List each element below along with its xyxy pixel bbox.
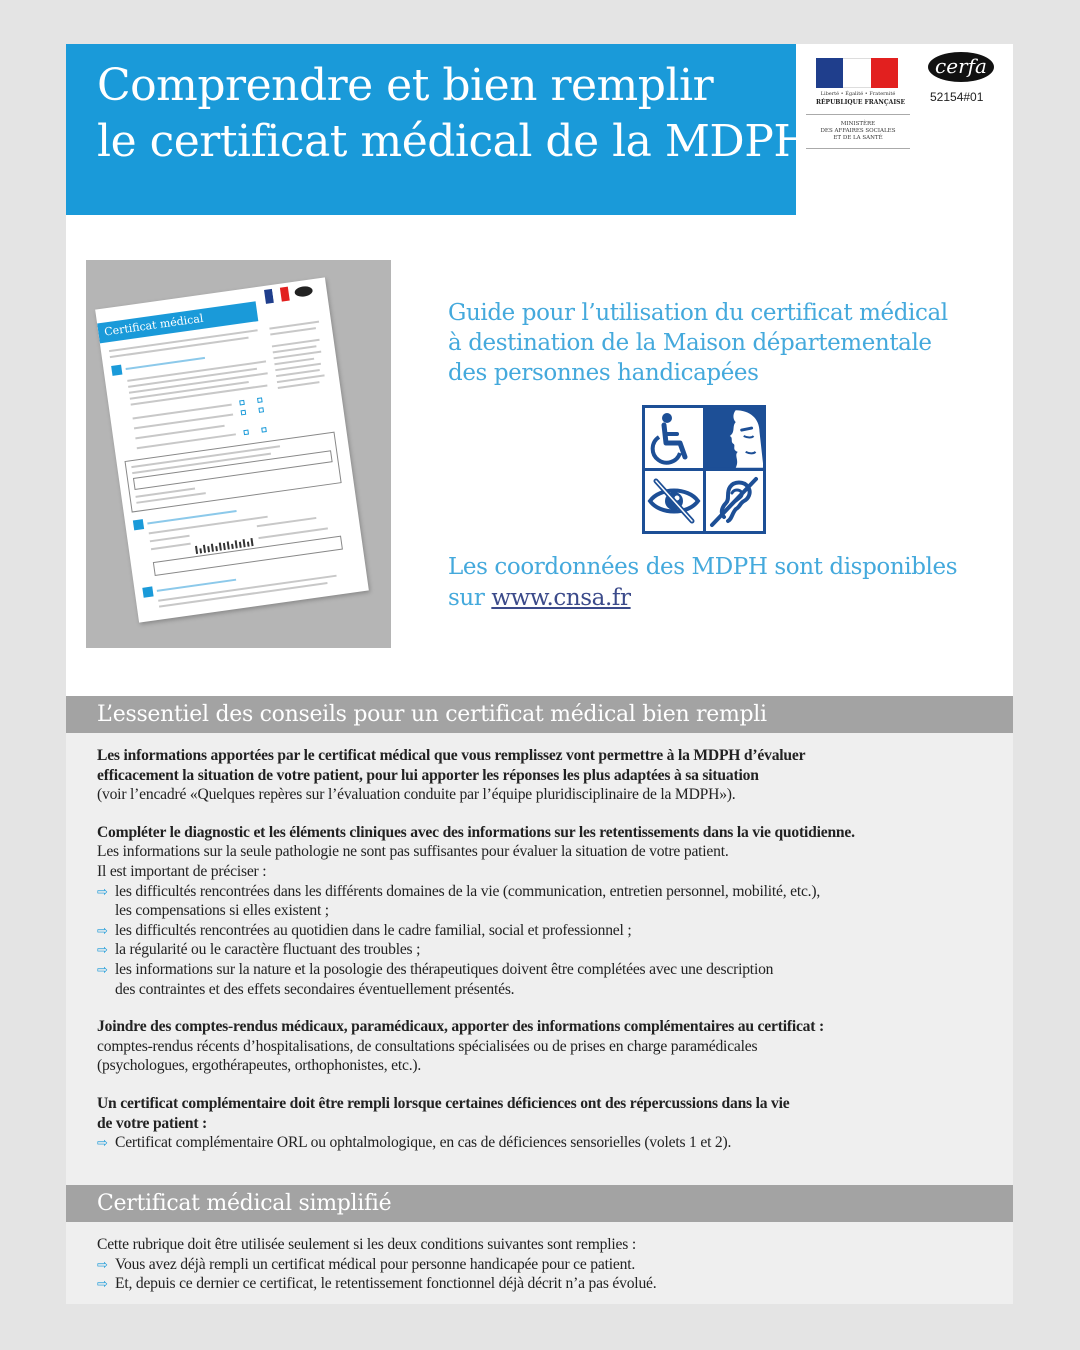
contacts-line-1: Les coordonnées des MDPH sont disponibles [448, 554, 958, 580]
simplified-intro: Cette rubrique doit être utilisée seulement si les deux conditions suivantes sont remplies : [97, 1236, 636, 1253]
simplified-bullet-1-line: Vous avez déjà rempli un certificat médical pour personne handicapée pour ce patient. [115, 1255, 636, 1273]
p2-bullet-3-line-1: la régularité ou le caractère fluctuant des troubles ; [115, 941, 421, 959]
p4-bullet [97, 1133, 1013, 1153]
form-thumbnail [86, 260, 391, 648]
p3-line-2: (psychologues, ergothérapeutes, orthophonistes, etc.). [97, 1057, 422, 1075]
accessibility-pictograms [642, 405, 766, 534]
p1-line-1: Les informations apportées par le certificat médical que vous remplissez vont permettre à la MDPH d’évaluer [97, 747, 806, 764]
cerfa-number: 52154#01 [930, 90, 984, 104]
essentials-heading: L’essentiel des conseils pour un certificat médical bien rempli [66, 696, 1013, 733]
p3-heading: Joindre des comptes-rendus médicaux, paramédicaux, apporter des informations complémentaires au certificat : [97, 1018, 824, 1036]
p2-bullet-2-line-1: les difficultés rencontrées au quotidien dans le cadre familial, social et professionnel ; [115, 921, 632, 939]
title-banner [66, 44, 812, 215]
contacts-line-2 [448, 583, 957, 614]
simplified-bullet-2-line: Et, depuis ce dernier ce certificat, le retentissement fonctionnel déjà décrit n’a pas évolué. [115, 1275, 657, 1293]
arrow-bullet-icon: ⇨ [97, 883, 108, 899]
arrow-bullet-icon: ⇨ [97, 1135, 108, 1151]
essentials-paragraph-4 [97, 1094, 1013, 1153]
p1-line-2: efficacement la situation de votre patient, pour lui apporter les réponses les plus adaptées à sa situation [97, 766, 759, 784]
simplified-body [66, 1222, 1013, 1304]
simplified-heading: Certificat médical simplifié [66, 1185, 1013, 1222]
p2-bullet-4-line-2: des contraintes et des effets secondaires éventuellement présentés. [115, 980, 515, 998]
title-line-2: le certificat médical de la MDPH [97, 116, 812, 167]
p4-bullet-line: Certificat complémentaire ORL ou ophtalmologique, en cas de déficiences sensorielles (volets 1 et 2). [115, 1134, 732, 1152]
arrow-bullet-icon: ⇨ [97, 961, 108, 977]
p2-bullet-1-line-1: les difficultés rencontrées dans les différents domaines de la vie (communication, entretien personnel, mobilité, etc.), [115, 882, 821, 900]
visual-impairment-icon [645, 471, 703, 531]
essentials-paragraph-3 [97, 1017, 1013, 1076]
ministry-block [806, 114, 910, 149]
contacts-prefix: sur [448, 585, 492, 611]
p4-heading-line-1: Un certificat complémentaire doit être rempli lorsque certaines déficiences ont des répercussions dans la vie [97, 1094, 790, 1112]
p1-line-3: (voir l’encadré «Quelques repères sur l’évaluation conduite par l’équipe pluridisciplinaire de la MDPH»). [97, 786, 736, 804]
cerfa-logo: cerfa [928, 52, 994, 82]
mini-cerfa-icon [294, 285, 313, 297]
contacts-info [448, 552, 957, 614]
ministry-name: MINISTÈRE DES AFFAIRES SOCIALES ET DE LA SANTÉ [820, 121, 896, 141]
wheelchair-icon [645, 408, 703, 468]
guide-line-1: Guide pour l’utilisation du certificat médical [448, 300, 948, 326]
p2-bullet-1-line-2: les compensations si elles existent ; [115, 902, 329, 920]
arrow-bullet-icon: ⇨ [97, 1256, 108, 1272]
mental-disability-icon [706, 408, 764, 468]
p3-line-1: comptes-rendus récents d’hospitalisations, de consultations spécialisées ou de prises en charge paramédicales [97, 1037, 758, 1055]
form-preview-title: Certificat médical [97, 301, 258, 343]
p2-line-1: Les informations sur la seule pathologie ne sont pas suffisantes pour évaluer la situation de votre patient. [97, 843, 729, 861]
essentials-body [66, 733, 1013, 1185]
republique-francaise-logo [816, 58, 906, 106]
guide-line-3: des personnes handicapées [448, 360, 759, 386]
p2-bullet-3 [97, 940, 1013, 960]
arrow-bullet-icon: ⇨ [97, 922, 108, 938]
p2-bullet-2 [97, 921, 1013, 941]
p4-heading-line-2: de votre patient : [97, 1114, 208, 1132]
arrow-bullet-icon: ⇨ [97, 942, 108, 958]
p2-bullet-4 [97, 960, 1013, 999]
mini-flag-icon [264, 287, 290, 304]
simplified-bullet-1 [97, 1255, 1013, 1275]
p2-bullet-1 [97, 882, 1013, 921]
essentials-paragraph-1 [97, 746, 1013, 805]
republic-motto: Liberté • Égalité • Fraternité [820, 91, 896, 97]
title-line-1: Comprendre et bien remplir [97, 60, 714, 111]
simplified-bullet-2 [97, 1274, 1013, 1294]
republic-name: RÉPUBLIQUE FRANÇAISE [816, 99, 906, 106]
p2-bullet-4-line-1: les informations sur la nature et la posologie des thérapeutiques doivent être complétées avec une description [115, 960, 774, 978]
form-preview-image [95, 277, 369, 622]
guide-line-2: à destination de la Maison départementale [448, 330, 932, 356]
cnsa-link[interactable]: www.cnsa.fr [491, 585, 631, 611]
guide-description [448, 298, 948, 388]
french-flag-icon [816, 58, 898, 88]
p2-line-2: Il est important de préciser : [97, 862, 267, 880]
essentials-paragraph-2 [97, 823, 1013, 999]
arrow-bullet-icon: ⇨ [97, 1276, 108, 1292]
document-page [66, 44, 1013, 1304]
p2-heading: Compléter le diagnostic et les éléments cliniques avec des informations sur les retentissements dans la vie quotidienne. [97, 823, 855, 841]
hearing-impairment-icon [706, 471, 764, 531]
